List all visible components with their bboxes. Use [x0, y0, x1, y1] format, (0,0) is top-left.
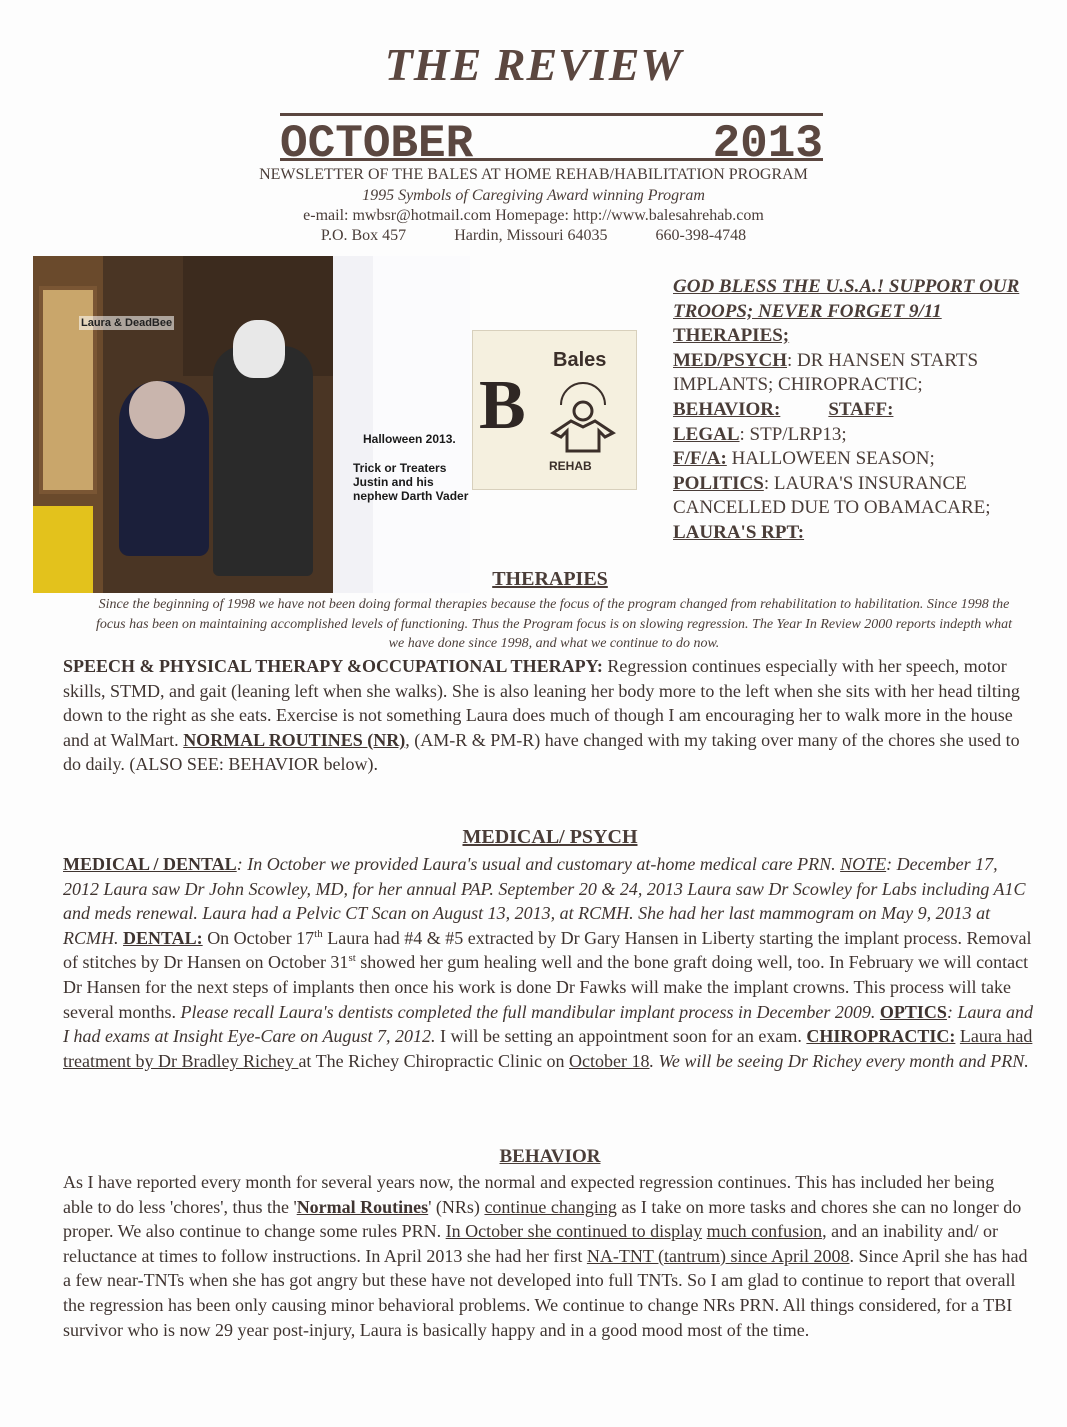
toc-politics-label: POLITICS — [673, 472, 764, 494]
therapies-paragraph: SPEECH & PHYSICAL THERAPY &OCCUPATIONAL THERAPY: Regression continues especially with her speech, motor skills, STMD, and gait (leaning left when she walks). She is also leaning her body more to the left when she sits with her head tilting down to the right as she eats. Exercise is not something Laura does much of though I am encouraging her to walk more in the house and at WalMart. NORMAL ROUTINES (NR), (AM-R & PM-R) have changed with my taking over many of the chores she used to do daily. (ALSO SEE: BEHAVIOR below). — [63, 656, 1020, 775]
behavior-normal-routines: Normal Routines — [296, 1196, 429, 1217]
medical-dental-label: MEDICAL / DENTAL — [63, 854, 237, 874]
toc-ffa-text: HALLOWEEN SEASON; — [726, 448, 935, 470]
toc-rpt: LAURA'S RPT: — [673, 521, 805, 543]
toc-legal-label: LEGAL — [673, 423, 740, 445]
phone: 660-398-4748 — [655, 227, 747, 244]
therapies-intro: Since the beginning of 1998 we have not been doing formal therapies because the focus of the program changed from rehabilitation to habilitation. Since 1998 the focus has been on maintaining accomplished levels of functioning. Thus the Program focus is on slowing regression. The Year In Review 2000 reports indepth what we have done since 1998, and what we continue to do now. — [96, 597, 1012, 651]
issue-date — [280, 118, 823, 170]
normal-routines-label: NORMAL ROUTINES (NR) — [183, 729, 406, 750]
toc-therapies: THERAPIES; — [673, 325, 790, 347]
toc-behavior: BEHAVIOR: — [673, 398, 781, 420]
note-label: NOTE — [840, 854, 887, 874]
dental-label: DENTAL: — [123, 927, 203, 948]
address-line — [0, 227, 1067, 245]
toc-ffa-label: F/F/A: — [673, 448, 727, 470]
award-line: 1995 Symbols of Caregiving Award winning Program — [362, 187, 705, 204]
city: Hardin, Missouri 64035 — [454, 227, 608, 244]
photo-person-skeleton — [213, 346, 313, 576]
section-title-therapies: THERAPIES — [492, 568, 608, 590]
logo-name: Bales — [553, 349, 607, 371]
photo-caption-title: Halloween 2013. — [363, 432, 456, 446]
toc-med-text: : DR HANSEN STARTS IMPLANTS; CHIROPRACTIC; — [673, 349, 979, 396]
therapy-label: SPEECH & PHYSICAL THERAPY &OCCUPATIONAL THERAPY: — [63, 656, 603, 676]
newsletter-subtitle: NEWSLETTER OF THE BALES AT HOME REHAB/HABILITATION PROGRAM — [259, 166, 808, 183]
masthead-rule-top — [280, 113, 823, 116]
masthead-rule-bottom — [280, 158, 823, 161]
toc-politics-text: : LAURA'S INSURANCE CANCELLED DUE TO OBAMACARE; — [673, 472, 991, 519]
behavior-paragraph: As I have reported every month for several years now, the normal and expected regression continues. This has included her being able to do less 'chores', thus the 'Normal Routines' (NRs) continue changing as I take on more tasks and chores she can no longer do proper. We also continue to change some rules PRN. In October she continued to display much confusion, and an inability and/ or reluctance at times to follow instructions. In April 2013 she had her first NA-TNT (tantrum) since April 2008. Since April she has had a few near-TNTs when she has got angry but these have not developed into full TNTs. So I am glad to continue to report that overall the regression has been only causing minor behavioral problems. We continue to change NRs PRN. All things considered, for a TBI survivor who is now 29 year post-injury, Laura is basically happy and in a good mood most of the time. — [63, 1172, 1028, 1340]
issue-contents — [673, 275, 1043, 546]
toc-med-label: MED/PSYCH — [673, 349, 787, 371]
house-figure-icon — [531, 375, 631, 459]
bales-logo — [472, 330, 637, 490]
section-title-behavior: BEHAVIOR — [499, 1146, 601, 1167]
po-box: P.O. Box 457 — [320, 227, 407, 244]
medical-paragraph: MEDICAL / DENTAL: In October we provided Laura's usual and customary at-home medical care PRN. NOTE: December 17, 2012 Laura saw Dr John Scowley, MD, for her annual PAP. September 20 & 24, 2013 Laura saw Dr Scowley for Labs including A1C and meds renewal. Laura had a Pelvic CT Scan on August 13, 2013, at RCMH. She had her last mammogram on May 9, 2013 at RCMH. DENTAL: On October 17th Laura had #4 & #5 extracted by Dr Gary Hansen in Liberty starting the implant process. Removal of stitches by Dr Hansen on October 31st showed her gum healing well and the bone graft doing well, too. In February we will contact Dr Hansen for the next steps of implants then once his work is done Dr Fawks will make the implant crowns. This process will take several months. Please recall Laura's dentists completed the full mandibular implant process in December 2009. OPTICS: Laura and I had exams at Insight Eye-Care on August 7, 2012. I will be setting an appointment soon for an exam. CHIROPRACTIC: Laura had treatment by Dr Bradley Richey at The Richey Chiropractic Clinic on October 18. We will be seeing Dr Richey every month and PRN. — [63, 854, 1033, 1071]
photo-caption-names: Laura & DeadBee — [81, 317, 173, 329]
toc-legal-text: : STP/LRP13; — [739, 423, 847, 445]
photo-caption-body: Trick or Treaters Justin and his nephew Darth Vader — [353, 461, 469, 503]
halloween-photo — [33, 256, 470, 593]
toc-staff: STAFF: — [828, 398, 894, 420]
optics-label: OPTICS — [879, 1001, 947, 1022]
contact-line: e-mail: mwbsr@hotmail.com Homepage: http://www.balesahrehab.com — [303, 207, 764, 224]
masthead-title: THE REVIEW — [384, 39, 683, 90]
issue-year: 2013 — [712, 118, 823, 170]
issue-month: OCTOBER — [280, 118, 474, 170]
logo-letter: B — [479, 367, 526, 444]
chiropractic-label: CHIROPRACTIC: — [806, 1026, 956, 1047]
toc-headline: GOD BLESS THE U.S.A.! SUPPORT OUR TROOPS; NEVER FORGET 9/11 — [673, 276, 1020, 322]
logo-rehab: REHAB — [549, 459, 592, 473]
section-title-medical: MEDICAL/ PSYCH — [462, 826, 638, 848]
